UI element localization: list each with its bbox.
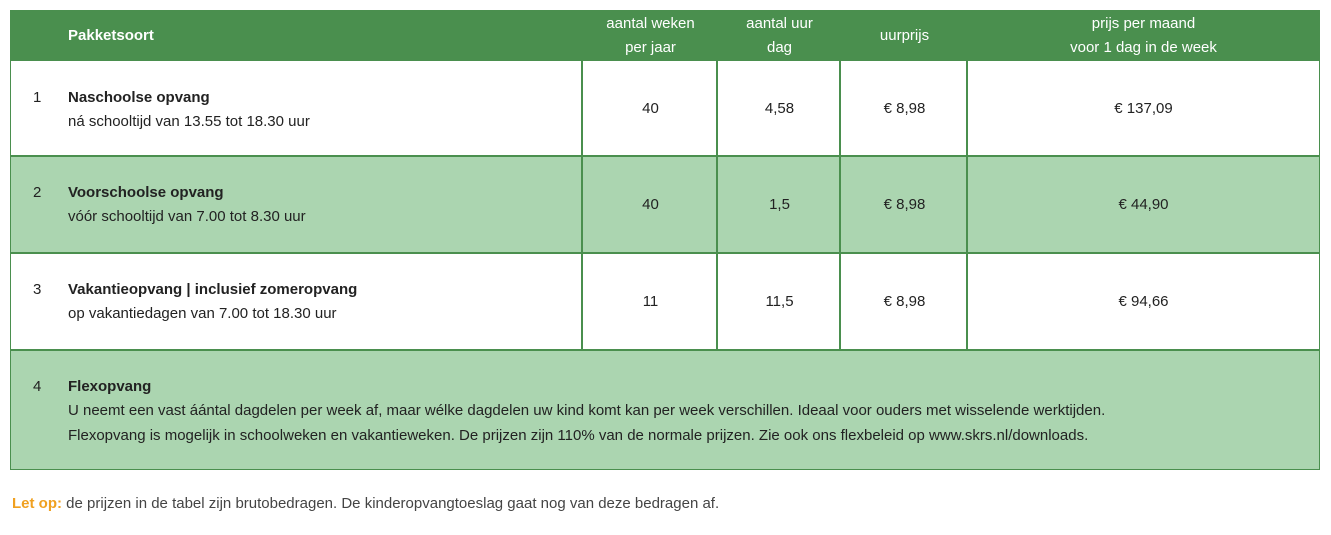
cell-uur: 1,5 <box>769 196 790 213</box>
row-title: Vakantieopvang | inclusief zomeropvang <box>68 281 358 298</box>
cell-maand: € 44,90 <box>1118 196 1169 213</box>
flex-line-2: Flexopvang is mogelijk in schoolweken en vakantieweken. De prijzen zijn 110% van de normale prijzen. Zie ook ons flexbeleid op www.skrs.nl/downloads. <box>68 427 1089 444</box>
footnote-label: Let op: <box>12 495 62 512</box>
row-number: 1 <box>33 89 42 106</box>
header-maand: prijs per maand voor 1 dag in de week <box>1070 15 1217 56</box>
row-title: Flexopvang <box>68 378 152 395</box>
cell-maand: € 94,66 <box>1118 293 1169 310</box>
cell-uurprijs: € 8,98 <box>883 196 926 213</box>
table-header <box>11 11 1319 61</box>
table-row-flex <box>11 351 1319 469</box>
cell-weken: 40 <box>642 196 659 213</box>
row-number: 4 <box>33 378 42 395</box>
flex-line-1: U neemt een vast áántal dagdelen per week af, maar wélke dagdelen uw kind komt kan per week verschillen. Ideaal voor ouders met wisselende werktijden. <box>68 402 1106 419</box>
footnote-text: de prijzen in de tabel zijn brutobedragen. De kinderopvangtoeslag gaat nog van deze bedragen af. <box>62 495 720 512</box>
cell-uur: 4,58 <box>764 100 795 117</box>
flex-description <box>68 398 1105 448</box>
cell-weken: 11 <box>642 293 659 310</box>
row-number: 3 <box>33 281 42 298</box>
row-title: Naschoolse opvang <box>68 89 210 106</box>
header-uur: aantal uur dag <box>746 15 813 56</box>
header-weken: aantal weken per jaar <box>606 15 695 56</box>
cell-uurprijs: € 8,98 <box>883 100 926 117</box>
row-subtitle: vóór schooltijd van 7.00 tot 8.30 uur <box>68 208 306 225</box>
header-uurprijs: uurprijs <box>879 27 930 44</box>
row-subtitle: ná schooltijd van 13.55 tot 18.30 uur <box>68 113 310 130</box>
cell-maand: € 137,09 <box>1114 100 1173 117</box>
row-subtitle: op vakantiedagen van 7.00 tot 18.30 uur <box>68 305 337 322</box>
cell-uur: 11,5 <box>765 293 794 310</box>
table-row <box>11 157 1319 252</box>
cell-uurprijs: € 8,98 <box>883 293 926 310</box>
row-title: Voorschoolse opvang <box>68 184 224 201</box>
table-row <box>11 254 1319 349</box>
price-table <box>10 10 1320 470</box>
row-number: 2 <box>33 184 42 201</box>
table-row <box>11 61 1319 156</box>
cell-weken: 40 <box>642 100 659 117</box>
header-pakketsoort: Pakketsoort <box>68 27 154 44</box>
footnote <box>12 495 719 512</box>
